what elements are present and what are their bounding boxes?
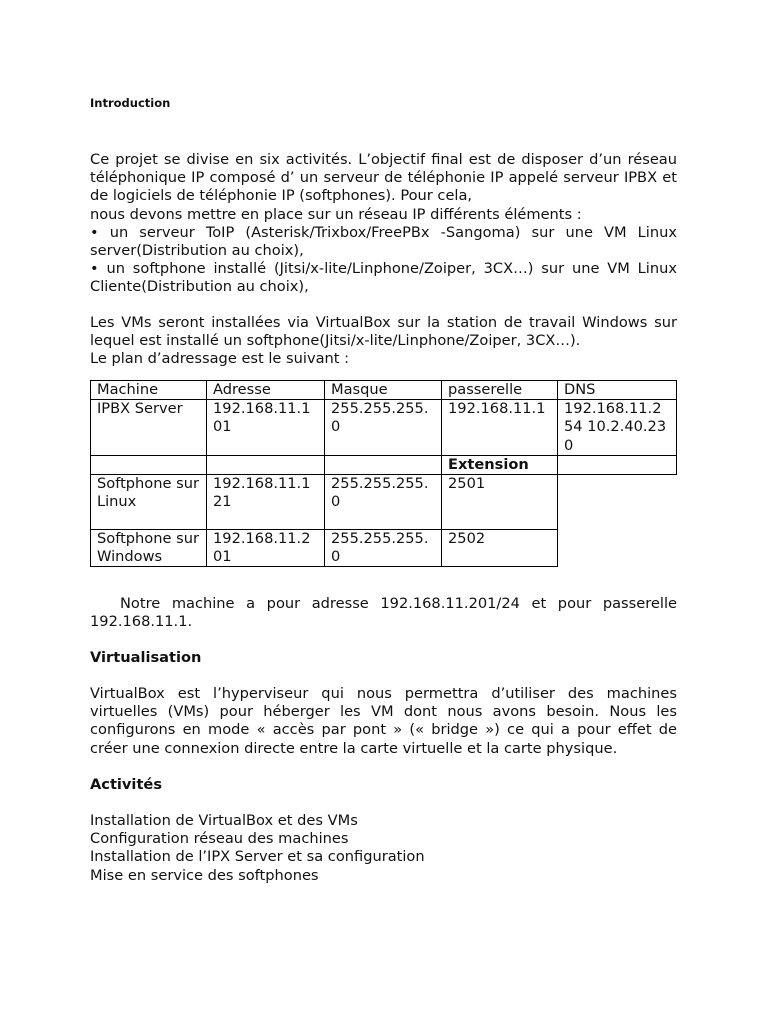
cell-machine: Softphone sur Linux [91,475,207,530]
cell-machine: Softphone sur Windows [91,530,207,567]
intro-paragraph-2: nous devons mettre en place sur un réseau IP différents éléments : [90,205,582,223]
table-row [91,475,677,530]
cell-masque: 255.255.255.0 [325,530,442,567]
bullet-softphone: • un softphone installé (Jitsi/x-lite/Linphone/Zoiper, 3CX…) sur une VM Linux Cliente(Distribution au choix), [90,260,677,296]
addressing-intro: Le plan d’adressage est le suivant : [90,350,350,368]
cell-adresse: 192.168.11.201 [207,530,325,567]
virtualisation-paragraph: VirtualBox est l’hyperviseur qui nous permettra d’utiliser des machines virtuelles (VMs) pour héberger les VM dont nous avons besoin. Nous les configurons en mode « accès par pont » (« bridge ») ce qui a pour effet de créer une connexion directe entre la carte virtuelle et la carte physique. [90,685,677,757]
cell-extension-label: Extension [442,455,558,474]
vm-paragraph: Les VMs seront installées via VirtualBox sur la station de travail Windows sur lequel est installé un softphone(Jitsi/x-lite/Linphone/Zoiper, 3CX…). [90,314,677,350]
table-row [91,455,677,474]
cell-extension: 2502 [442,530,558,567]
cell-dns: 192.168.11.254 10.2.40.230 [558,400,677,456]
machine-address-section [90,595,677,631]
header-machine: Machine [91,381,207,400]
list-item: Configuration réseau des machines [90,830,349,848]
list-item: Mise en service des softphones [90,866,319,884]
virtualisation-heading [90,649,677,667]
cell-empty [325,455,442,474]
introduction-title: Introduction [90,96,171,110]
vm-section [90,314,677,369]
intro-paragraph: Ce projet se divise en six activités. L’objectif final est de disposer d’un réseau téléphonique IP composé d’ un serveur de téléphonie IP appelé serveur IPBX et de logiciels de téléphonie IP (softphones). Pour cela, [90,151,677,205]
virtualisation-section [90,685,677,758]
cell-empty [558,455,677,474]
list-item: Installation de l’IPX Server et sa configuration [90,848,425,866]
cell-extension: 2501 [442,475,558,530]
cell-masque: 255.255.255.0 [325,475,442,530]
cell-masque: 255.255.255.0 [325,400,442,456]
header-masque: Masque [325,381,442,400]
cell-empty [91,455,207,474]
machine-address-paragraph: Notre machine a pour adresse 192.168.11.201/24 et pour passerelle 192.168.11.1. [90,595,677,631]
cell-empty [207,455,325,474]
cell-passerelle: 192.168.11.1 [442,400,558,456]
addressing-table [90,380,677,567]
activites-list [90,812,677,885]
table-header-row [91,381,677,400]
cell-blank [558,475,677,530]
cell-adresse: 192.168.11.121 [207,475,325,530]
bullet-server: • un serveur ToIP (Asterisk/Trixbox/FreePBx -Sangoma) sur une VM Linux server(Distribution au choix), [90,223,677,260]
cell-blank [558,530,677,567]
cell-machine: IPBX Server [91,400,207,456]
table-row [91,530,677,567]
table-row [91,400,677,456]
list-item: Installation de VirtualBox et des VMs [90,812,358,829]
cell-adresse: 192.168.11.101 [207,400,325,456]
header-dns: DNS [558,381,677,400]
header-adresse: Adresse [207,381,325,400]
intro-section [90,151,677,297]
header-passerelle: passerelle [442,381,558,400]
activites-heading [90,776,677,794]
section-heading: Virtualisation [90,649,202,666]
section-heading: Activités [90,776,162,793]
